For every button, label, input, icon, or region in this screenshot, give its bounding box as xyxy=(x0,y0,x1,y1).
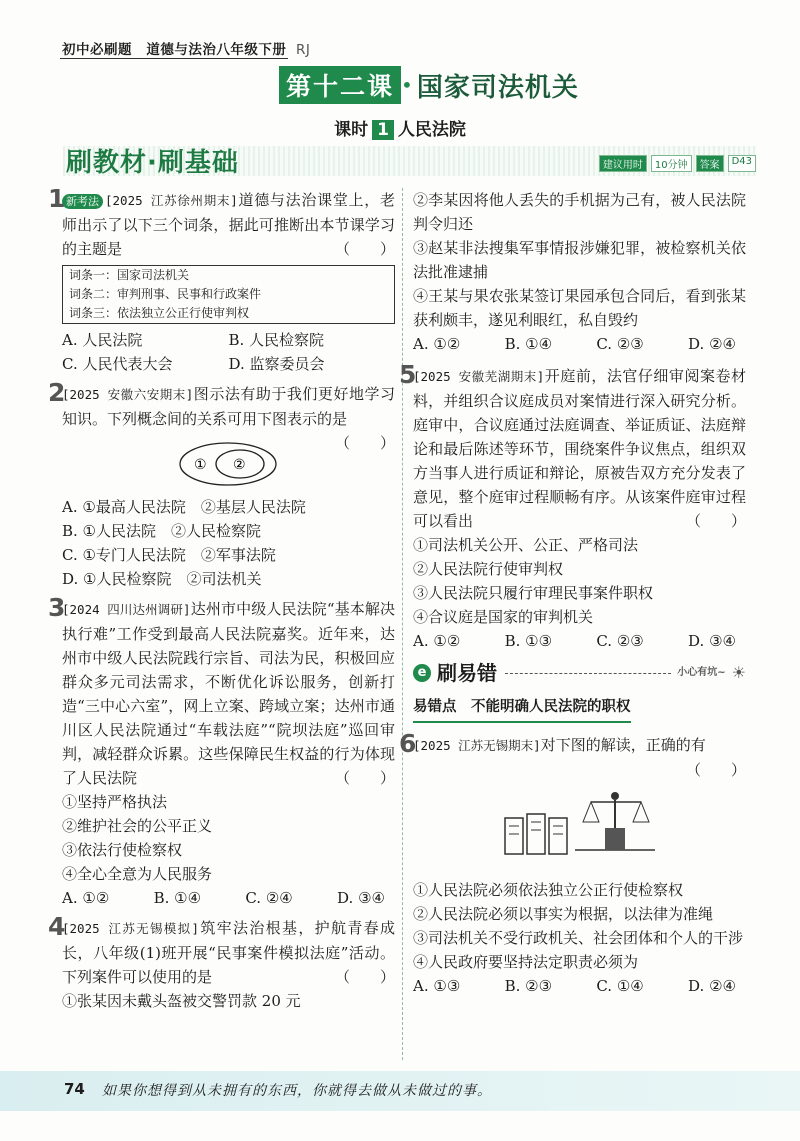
option-b[interactable]: B. ①④ xyxy=(153,889,202,907)
new-format-tag: 新考法 xyxy=(62,194,103,209)
book-name: 初中必刷题 xyxy=(62,42,132,58)
option-b[interactable]: B. 人民检察院 xyxy=(228,331,325,349)
option-c[interactable]: C. ①④ xyxy=(596,977,644,995)
answer-blank[interactable]: （ ） xyxy=(334,240,395,258)
option-c[interactable]: C. 人民代表大会 xyxy=(62,355,173,373)
question-stem: 对下图的解读，正确的有 xyxy=(540,736,706,754)
cartoon-image xyxy=(413,788,746,868)
term-1: 词条一：国家司法机关 xyxy=(69,268,190,282)
section-title: 刷教材·刷基础 xyxy=(66,148,239,178)
options xyxy=(62,886,395,910)
option-c[interactable]: C. ②③ xyxy=(596,335,644,353)
footer-motto: 如果你想得到从未拥有的东西，你就得去做从未做过的事。 xyxy=(102,1083,492,1099)
item-2: ②人民法院必须以事实为根据，以法律为准绳 xyxy=(413,905,714,923)
answer-blank[interactable]: （ ） xyxy=(334,769,395,787)
option-d[interactable]: D. 监察委员会 xyxy=(228,355,325,373)
error-note: 小心有坑~ xyxy=(677,667,726,678)
item-4: ④王某与果农张某签订果园承包合同后，看到张某获利颇丰，遂见利眼红，私自毁约 xyxy=(413,287,746,329)
question-stem: 开庭前，法官仔细审阅案卷材料，并组织合议庭成员对案情进行深入研究分析。庭审中，合议庭通过法庭调查、举证质证、法庭辩论和最后陈述等环节，围绕案件争议焦点，组织双方当事人进行质证和辩论，原被告双方充分发表了意见，整个庭审过程顺畅有序。从该案件庭审过程可以看出 xyxy=(413,367,746,530)
outer-label: ① xyxy=(194,457,208,473)
question-number: 1 xyxy=(48,184,66,213)
option-c[interactable]: C. ①专门人民法院 ②军事法院 xyxy=(62,546,276,564)
question-source: [2025 安徽芜湖期末] xyxy=(413,369,545,384)
item-3: ③司法机关不受行政机关、社会团体和个人的干涉 xyxy=(413,929,744,947)
item-2: ②人民法院行使审判权 xyxy=(413,560,564,578)
question-source: [2025 江苏徐州期末] xyxy=(105,193,238,208)
scales-justice-icon xyxy=(495,788,665,868)
option-d[interactable]: D. ③④ xyxy=(337,889,385,907)
question-4 xyxy=(48,912,395,1013)
left-column xyxy=(48,184,395,1013)
item-2: ②李某因将他人丢失的手机据为己有，被人民法院判令归还 xyxy=(413,191,746,233)
question-number: 4 xyxy=(48,912,66,941)
question-source: [2024 四川达州调研] xyxy=(62,602,191,617)
question-number: 2 xyxy=(48,378,66,407)
right-column xyxy=(399,188,746,998)
option-d[interactable]: D. ①人民检察院 ②司法机关 xyxy=(62,570,262,588)
option-b[interactable]: B. ①③ xyxy=(504,632,553,650)
sun-icon: ☀ xyxy=(731,663,746,682)
item-1: ①人民法院必须依法独立公正行使检察权 xyxy=(413,881,684,899)
question-number: 3 xyxy=(48,593,66,622)
answer-blank[interactable]: （ ） xyxy=(685,761,746,779)
term-3: 词条三：依法独立公正行使审判权 xyxy=(69,306,250,320)
venn-diagram xyxy=(122,441,335,487)
option-a[interactable]: A. ①③ xyxy=(413,977,461,995)
option-d[interactable]: D. ②④ xyxy=(688,977,736,995)
options xyxy=(413,629,746,653)
item-3: ③赵某非法搜集军事情报涉嫌犯罪，被检察机关依法批准逮捕 xyxy=(413,239,746,281)
question-stem: 达州市中级人民法院“基本解决执行难”工作受到最高人民法院嘉奖。近年来，达州市中级人民法院践行宗旨、司法为民，积极回应群众多元司法需求，不断优化诉讼服务，创新打造“三中心六室”，网上立案、跨域立案；达州市通川区人民法院通过“车载法庭”“院坝法庭”巡回审判，减轻群众诉累。这些保障民生权益的行为体现了人民法院 xyxy=(62,600,395,787)
option-a[interactable]: A. ①最高人民法院 ②基层人民法院 xyxy=(62,498,306,516)
error-point: 易错点 不能明确人民法院的职权 xyxy=(413,695,631,723)
edition: RJ xyxy=(295,42,311,58)
option-a[interactable]: A. 人民法院 xyxy=(62,331,143,349)
question-source: [2025 安徽六安期末] xyxy=(62,387,194,402)
lesson-heading xyxy=(279,66,579,104)
error-divider xyxy=(505,673,671,674)
terms-box xyxy=(62,265,395,324)
options xyxy=(62,328,395,376)
item-1: ①张某因未戴头盔被交警罚款 20 元 xyxy=(62,992,301,1010)
lesson-label: 第十二课 xyxy=(279,66,401,104)
answer-label: 答案 xyxy=(696,155,724,172)
period-name: 人民法院 xyxy=(397,120,466,140)
question-source: [2025 江苏无锡期末] xyxy=(413,738,541,753)
item-4: ④人民政府要坚持法定职责必须为 xyxy=(413,953,639,971)
item-4: ④合议庭是国家的审判机关 xyxy=(413,608,594,626)
running-header xyxy=(62,38,310,58)
item-1: ①坚持严格执法 xyxy=(62,793,168,811)
header-rule xyxy=(60,58,288,59)
answer-blank[interactable]: （ ） xyxy=(334,434,395,452)
answer-blank[interactable]: （ ） xyxy=(334,968,395,986)
error-icon: e xyxy=(413,664,431,682)
question-3 xyxy=(48,593,395,910)
options xyxy=(413,332,746,356)
error-title-text: 刷易错 xyxy=(437,661,497,685)
option-c[interactable]: C. ②③ xyxy=(596,632,644,650)
item-3: ③依法行使检察权 xyxy=(62,841,183,859)
page-number: 74 xyxy=(64,1080,85,1098)
column-divider xyxy=(402,188,403,1060)
question-4-continued xyxy=(413,188,746,356)
answer-page: D43 xyxy=(728,155,756,172)
option-b[interactable]: B. ①④ xyxy=(504,335,553,353)
dot-separator: • xyxy=(401,73,413,97)
question-source: [2025 江苏无锡模拟] xyxy=(62,921,199,936)
question-number: 6 xyxy=(399,729,417,758)
option-c[interactable]: C. ②④ xyxy=(245,889,293,907)
lesson-title: 国家司法机关 xyxy=(416,72,579,103)
period-title xyxy=(0,115,800,140)
question-stem: 道德与法治课堂上，老师出示了以下三个词条，据此可推断出本节课学习的主题是 xyxy=(62,191,395,258)
option-d[interactable]: D. ②④ xyxy=(688,335,736,353)
question-5 xyxy=(399,360,746,653)
subject-name: 道德与法治八年级下册 xyxy=(146,42,287,58)
question-1 xyxy=(48,184,395,376)
question-2 xyxy=(48,378,395,591)
time-label: 建议用时 xyxy=(599,155,647,172)
question-6 xyxy=(399,729,746,998)
question-stem: 图示法有助于我们更好地学习知识。下列概念间的关系可用下图表示的是 xyxy=(62,385,395,428)
option-a[interactable]: A. ①② xyxy=(413,632,461,650)
option-a[interactable]: A. ①② xyxy=(62,889,110,907)
option-d[interactable]: D. ③④ xyxy=(688,632,736,650)
item-3: ③人民法院只履行审理民事案件职权 xyxy=(413,584,654,602)
question-stem: 筑牢法治根基，护航青春成长，八年级(1)班开展“民事案件模拟法庭”活动。下列案件可以使用的是 xyxy=(62,919,395,986)
inner-label: ② xyxy=(233,457,247,473)
period-prefix: 课时 xyxy=(334,120,369,140)
options xyxy=(413,974,746,998)
answer-blank[interactable]: （ ） xyxy=(685,512,746,530)
option-b[interactable]: B. ②③ xyxy=(504,977,553,995)
term-2: 词条二：审判刑事、民事和行政案件 xyxy=(69,287,262,301)
period-number: 1 xyxy=(372,120,394,140)
item-1: ①司法机关公开、公正、严格司法 xyxy=(413,536,639,554)
time-value: 10分钟 xyxy=(651,155,692,172)
error-section-title xyxy=(413,661,746,685)
section-meta xyxy=(599,155,756,172)
option-a[interactable]: A. ①② xyxy=(413,335,461,353)
question-number: 5 xyxy=(399,360,417,389)
item-2: ②维护社会的公平正义 xyxy=(62,817,213,835)
item-4: ④全心全意为人民服务 xyxy=(62,865,213,883)
option-b[interactable]: B. ①人民法院 ②人民检察院 xyxy=(62,522,262,540)
